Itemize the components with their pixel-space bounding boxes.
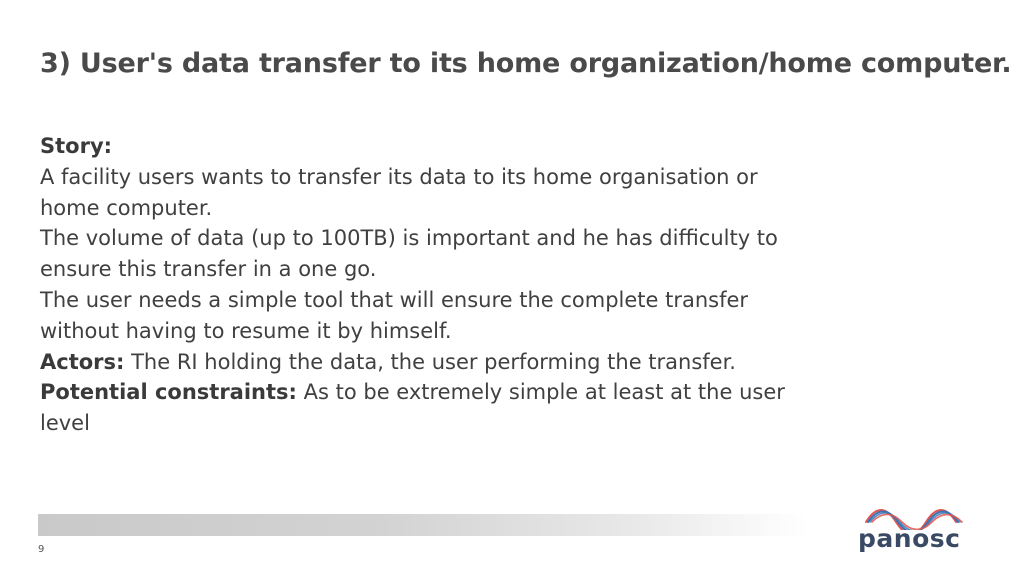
story-label: Story: [40, 134, 113, 158]
story-line-1: A facility users wants to transfer its data to its home organisation or [40, 164, 758, 189]
footer-bar [38, 514, 808, 536]
story-line-2: home computer. [40, 195, 213, 220]
actors-line [40, 347, 880, 378]
story-line-6: without having to resume it by himself. [40, 318, 452, 343]
slide-title: 3) User's data transfer to its home organization/home computer. [40, 48, 1012, 79]
logo-text: panosc [858, 524, 961, 553]
story-line-4: ensure this transfer in a one go. [40, 257, 377, 282]
actors-text: The RI holding the data, the user performing the transfer. [124, 349, 736, 374]
story-line-3: The volume of data (up to 100TB) is important and he has difficulty to [40, 226, 778, 251]
panosc-logo [858, 508, 978, 554]
constraints-line [40, 377, 880, 408]
constraints-label: Potential constraints: [40, 380, 297, 405]
story-line-5: The user needs a simple tool that will ensure the complete transfer [40, 287, 749, 312]
constraints-line-2: level [40, 411, 90, 436]
actors-label: Actors: [40, 349, 125, 374]
slide-body [40, 131, 880, 439]
constraints-text: As to be extremely simple at least at the user [296, 380, 785, 405]
page-number: 9 [38, 544, 45, 555]
